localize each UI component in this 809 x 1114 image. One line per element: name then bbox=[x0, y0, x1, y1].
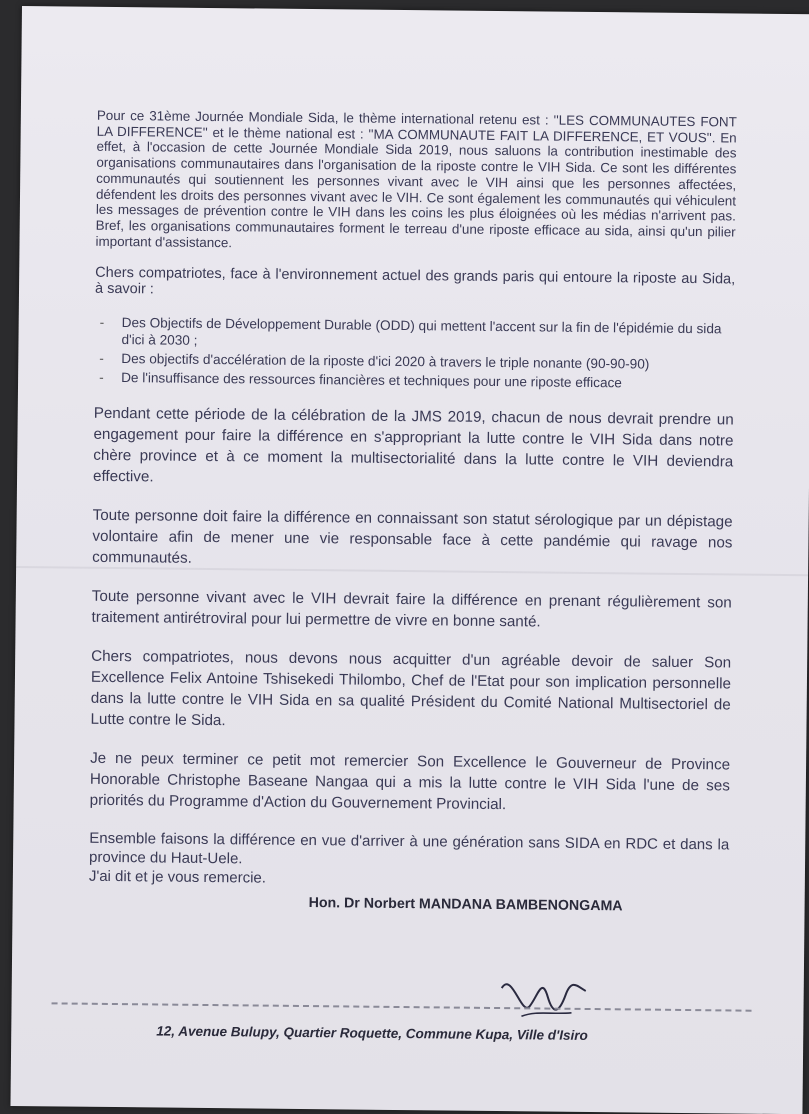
letter-body bbox=[89, 108, 737, 916]
footer-divider bbox=[52, 1002, 752, 1011]
tribute-governor-paragraph: Je ne peux terminer ce petit mot remercier Son Excellence le Gouverneur de Province Honorable Christophe Baseane Nangaa qui a mis la lutte contre le VIH Sida l'une de ses priorités du Programme d'Action du Gouvernement Provincial. bbox=[89, 749, 731, 813]
closing-paragraph: Ensemble faisons la différence en vue d'arriver à une génération sans SIDA en RDC et dans la province du Haut-Uele. bbox=[89, 829, 730, 867]
engagement-paragraph: Pendant cette période de la célébration de la JMS 2019, chacun de nous devrait prendre un engagement pour faire la différence en s'appropriant la lutte contre le VIH Sida dans notre chère province et à ce moment la multisectorialité dans la lutte contre le VIH deviendra effective. bbox=[92, 404, 734, 485]
challenges-intro-paragraph: Chers compatriotes, face à l'environnement actuel des grands paris qui entoure la riposte au Sida, à savoir : bbox=[94, 265, 736, 298]
sign-off: J'ai dit et je vous remercie. bbox=[88, 867, 267, 887]
challenges-list bbox=[94, 313, 735, 392]
list-item: - De l'insuffisance des ressources financières et techniques pour une riposte efficace bbox=[121, 369, 734, 392]
list-item: - Des objectifs d'accélération de la riposte d'ici 2020 à travers le triple nonante (90-90-90) bbox=[121, 350, 734, 373]
handwritten-signature bbox=[481, 966, 602, 1027]
screening-paragraph: Toute personne doit faire la différence en connaissant son statut sérologique par un dépistage volontaire afin de mener une vie responsable face à cette pandémie qui ravage nos communautés. bbox=[92, 506, 733, 567]
intro-paragraph: Pour ce 31ème Journée Mondiale Sida, le thème international retenu est : ''LES COMMUNAUTES FONT LA DIFFERENCE'' et le thème national est : ''MA COMMUNAUTE FAIT LA DIFFERENCE, ET VOUS''. En effet, à l'occasion de cette Journée Mondiale Sida 2019, nous saluons la contribution inestimable des organisations communautaires dans l'organisation de la riposte contre le VIH Sida. Ce sont les différentes communautés qui soutiennent les personnes vivant avec le VIH ainsi que les personnes affectées, défendent les droits des personnes vivant avec le VIH. Ce sont également les communautés qui véhiculent les messages de prévention contre le VIH dans les coins les plus éloignées où les médias n'arrivent pas. Bref, les organisations communautaires forment le terreau d'une riposte efficace au sida, ainsi qu'un pilier important d'assistance. bbox=[95, 107, 737, 250]
list-item: - Des Objectifs de Développement Durable (ODD) qui mettent l'accent sur la fin de l'épidémie du sida d'ici à 2030 ; bbox=[121, 314, 734, 354]
document-sheet bbox=[10, 6, 809, 1114]
tribute-head-of-state-paragraph: Chers compatriotes, nous devons nous acquitter d'un agréable devoir de saluer Son Excellence Felix Antoine Tshisekedi Thilombo, Chef de l'Etat pour son implication personnelle dans la lutte contre le VIH Sida en sa qualité Président du Comité National Multisectoriel de Lutte contre le Sida. bbox=[90, 647, 732, 729]
treatment-paragraph: Toute personne vivant avec le VIH devrait faire la différence en prenant régulièrement son traitement antirétroviral pour lui permettre de vivre en bonne santé. bbox=[91, 587, 732, 630]
signatory-name: Hon. Dr Norbert MANDANA BAMBENONGAMA bbox=[308, 894, 623, 914]
footer-address: 12, Avenue Bulupy, Quartier Roquette, Commune Kupa, Ville d'Isiro bbox=[156, 1023, 588, 1043]
